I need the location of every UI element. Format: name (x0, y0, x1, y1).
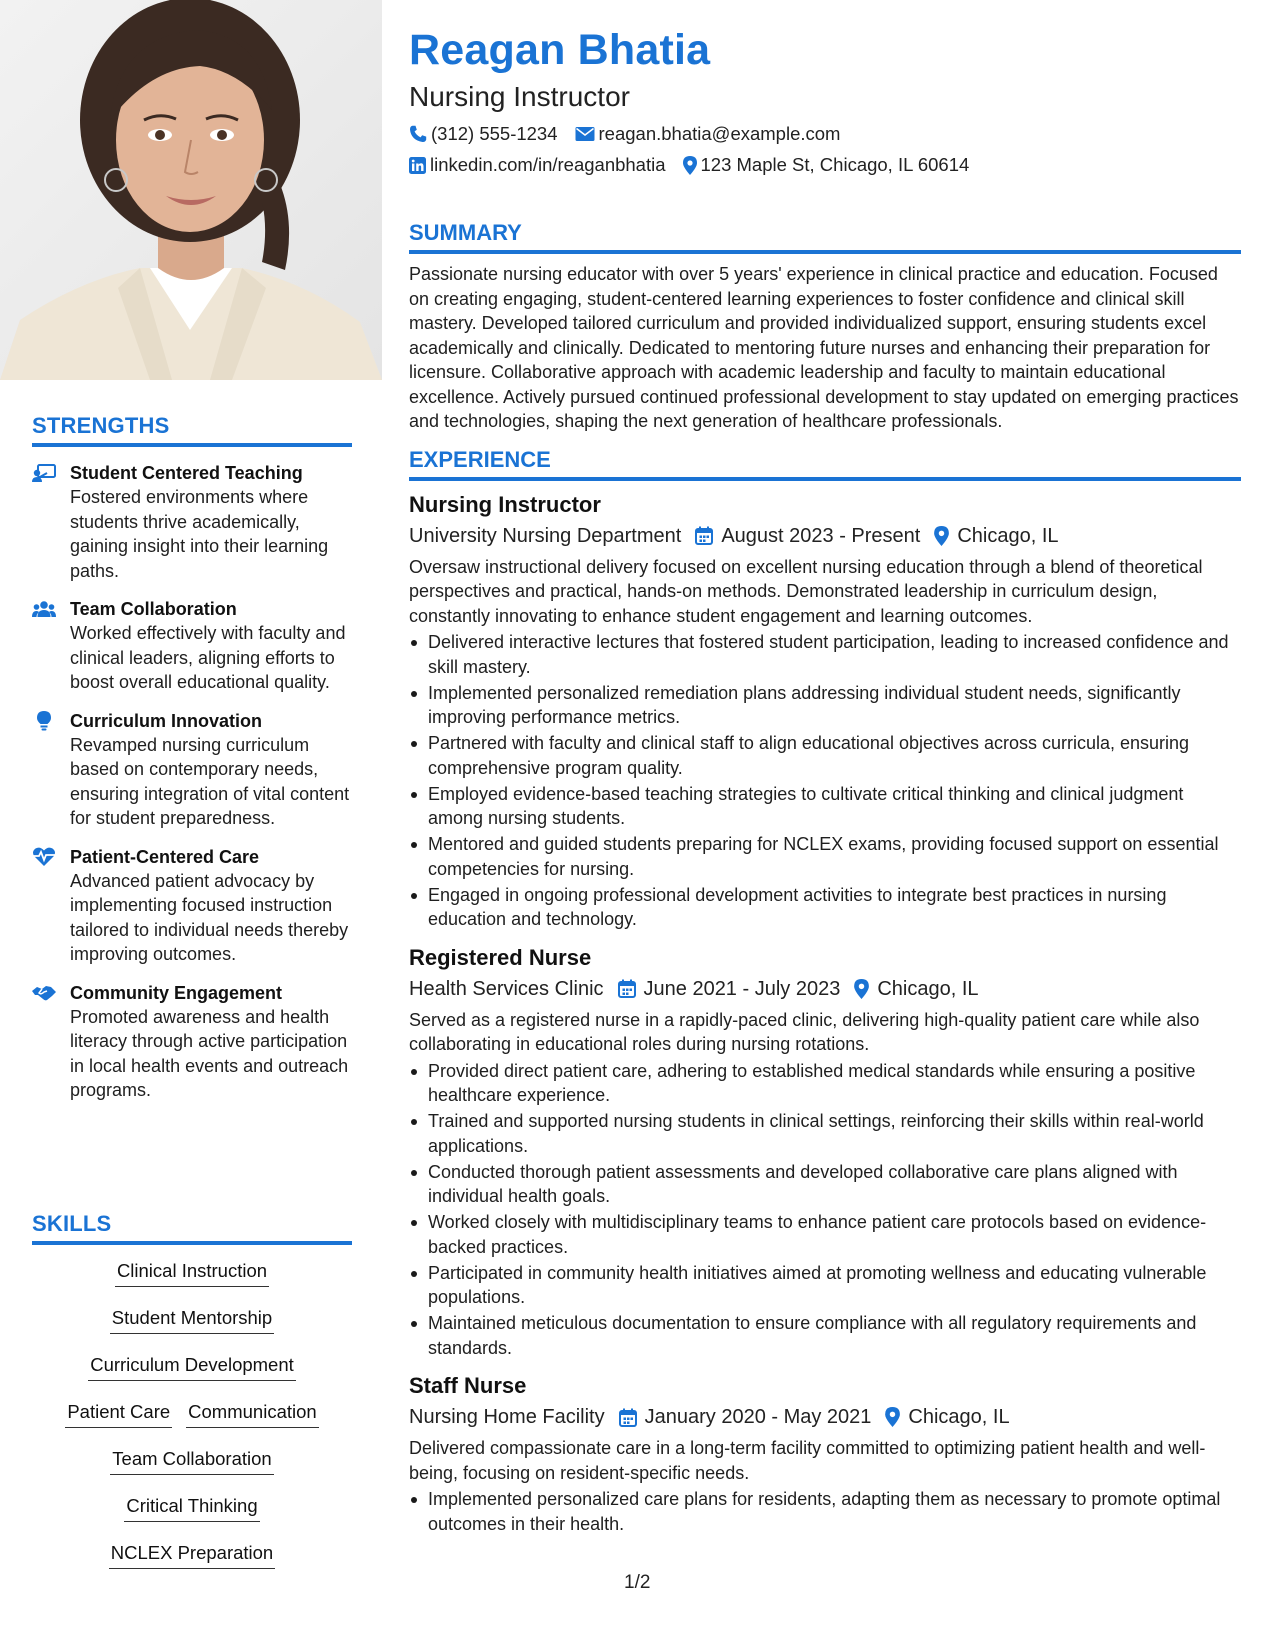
strength-desc: Promoted awareness and health literacy through active participation in local health events and outreach programs. (70, 1006, 349, 1100)
skills-section (32, 1211, 352, 1588)
strength-item (32, 981, 352, 1103)
bullet-item: Delivered interactive lectures that fostered student participation, leading to increased confidence and skill mastery. (409, 630, 1241, 679)
job-desc: Delivered compassionate care in a long-term facility committed to optimizing patient health and well-being, focusing on resident-specific needs. (409, 1438, 1206, 1483)
job-location: Chicago, IL (957, 524, 1059, 547)
job-location: Chicago, IL (877, 977, 979, 1000)
bullet-item: Trained and supported nursing students in clinical settings, reinforcing their skills within real-world applications. (409, 1109, 1241, 1158)
job-entry (409, 491, 1241, 932)
summary-section (409, 220, 1241, 434)
strength-desc: Worked effectively with faculty and clinical leaders, aligning efforts to boost overall educational quality. (70, 623, 346, 692)
address-text: 123 Maple St, Chicago, IL 60614 (700, 154, 970, 175)
skills-list (32, 1259, 352, 1569)
bullet-item: Conducted thorough patient assessments and developed collaborative care plans aligned with individual health goals. (409, 1160, 1241, 1209)
users-icon (32, 599, 56, 619)
bullet-item: Mentored and guided students preparing for NCLEX exams, providing focused support on essential competencies for nursing. (409, 832, 1241, 881)
strength-title: Community Engagement (70, 982, 283, 1003)
linkedin-icon (409, 157, 426, 174)
job-title: Registered Nurse (409, 944, 592, 970)
map-pin-icon (854, 979, 869, 999)
job-meta (409, 523, 1241, 549)
bullet-item: Worked closely with multidisciplinary teams to enhance patient care protocols based on evidence-backed practices. (409, 1210, 1241, 1259)
phone-contact[interactable] (409, 123, 558, 145)
strength-desc: Fostered environments where students thrive academically, gaining insight into their learning paths. (70, 487, 329, 581)
contact-row (409, 154, 1241, 176)
skill-tag: Clinical Instruction (115, 1259, 269, 1287)
skill-tag: Student Mentorship (110, 1306, 274, 1334)
strengths-title: STRENGTHS (32, 413, 352, 447)
page-number: 1/2 (624, 1572, 651, 1593)
phone-text: (312) 555-1234 (431, 123, 558, 144)
envelope-icon (575, 126, 595, 142)
strength-item (32, 597, 352, 695)
strength-title: Patient-Centered Care (70, 846, 260, 867)
strengths-section (32, 413, 352, 1103)
candidate-name: Reagan Bhatia (409, 26, 711, 74)
experience-title: EXPERIENCE (409, 447, 1241, 481)
map-pin-icon (885, 1407, 900, 1427)
job-title: Nursing Instructor (409, 491, 601, 517)
summary-title: SUMMARY (409, 220, 1241, 254)
job-org: Nursing Home Facility (409, 1406, 605, 1428)
skill-tag: Critical Thinking (124, 1494, 259, 1522)
skill-tag: Communication (186, 1400, 319, 1428)
job-entry (409, 944, 1241, 1361)
teacher-icon (32, 463, 56, 483)
job-location: Chicago, IL (908, 1406, 1010, 1428)
job-title: Staff Nurse (409, 1373, 527, 1398)
strength-title: Student Centered Teaching (70, 463, 303, 483)
job-bullets (409, 1487, 1241, 1536)
map-pin-icon (934, 526, 949, 546)
bullet-item: Provided direct patient care, adhering to established medical standards while ensuring a positive healthcare experience. (409, 1059, 1241, 1108)
skill-tag: Curriculum Development (88, 1353, 296, 1381)
job-meta (409, 976, 1241, 1002)
job-bullets (409, 1059, 1241, 1361)
lightbulb-icon (32, 711, 56, 731)
strength-desc: Revamped nursing curriculum based on contemporary needs, ensuring integration of vital content for student preparedness. (70, 734, 350, 828)
job-meta (409, 1404, 1241, 1430)
job-desc: Oversaw instructional delivery focused on excellent nursing education through a blend of theoretical perspectives and practical, hands-on methods. Demonstrated leadership in curriculum design, constantly innovating to enhance student engagement and learning outcomes. (409, 556, 1203, 626)
linkedin-text: linkedin.com/in/reaganbhatia (430, 154, 666, 175)
strength-title: Curriculum Innovation (70, 710, 263, 731)
candidate-role: Nursing Instructor (409, 81, 630, 112)
summary-text: Passionate nursing educator with over 5 years' experience in clinical practice and education. Focused on creating engaging, student-centered learning experiences to foster confidence and clinical skill mastery. Developed tailored curriculum and provided individualized support, ensuring students excel academically and clinically. Dedicated to mentoring future nurses and enhancing their preparation for licensure. Collaborative approach with academic leadership and faculty to maintain educational excellence. Actively pursued continued professional development to stay updated on emerging practices and technologies, shaping the next generation of healthcare professionals. (409, 264, 1239, 431)
sidebar (0, 0, 382, 1650)
calendar-icon (618, 979, 636, 998)
bullet-item: Employed evidence-based teaching strategies to cultivate critical thinking and clinical judgment among nursing students. (409, 782, 1241, 831)
calendar-icon (619, 1408, 637, 1427)
job-org: Health Services Clinic (409, 977, 604, 1000)
bullet-item: Engaged in ongoing professional development activities to integrate best practices in nursing education and technology. (409, 883, 1241, 932)
strength-desc: Advanced patient advocacy by implementing focused instruction tailored to individual needs thereby improving outcomes. (70, 870, 349, 964)
handshake-icon (32, 983, 56, 1003)
job-dates: June 2021 - July 2023 (643, 977, 841, 1000)
strength-item (32, 709, 352, 831)
calendar-icon (695, 526, 713, 545)
strength-item (32, 461, 352, 583)
bullet-item: Participated in community health initiatives aimed at promoting wellness and educating vulnerable populations. (409, 1261, 1241, 1310)
bullet-item: Implemented personalized remediation plans addressing individual student needs, significantly improving performance metrics. (409, 681, 1241, 730)
skills-title: SKILLS (32, 1211, 352, 1245)
address-contact (683, 154, 970, 176)
skill-tag: NCLEX Preparation (109, 1541, 275, 1569)
email-contact[interactable] (575, 123, 841, 145)
job-bullets (409, 630, 1241, 932)
email-text: reagan.bhatia@example.com (598, 123, 841, 144)
job-entry (409, 1372, 1241, 1536)
experience-section (409, 447, 1241, 1537)
bullet-item: Maintained meticulous documentation to ensure compliance with all regulatory requirements and standards. (409, 1311, 1241, 1360)
strength-item (32, 845, 352, 967)
job-dates: January 2020 - May 2021 (644, 1406, 872, 1428)
bullet-item: Partnered with faculty and clinical staff to align educational objectives across curricula, ensuring comprehensive program quality. (409, 731, 1241, 780)
strength-title: Team Collaboration (70, 599, 237, 619)
job-org: University Nursing Department (409, 524, 682, 547)
linkedin-contact[interactable] (409, 154, 666, 176)
bullet-item: Implemented personalized care plans for residents, adapting them as necessary to promote optimal outcomes in their health. (409, 1487, 1241, 1536)
job-dates: August 2023 - Present (721, 524, 921, 547)
job-desc: Served as a registered nurse in a rapidly-paced clinic, delivering high-quality patient care while also collaborating in educational roles during nursing rotations. (409, 1009, 1200, 1054)
main-content (409, 22, 1241, 1538)
phone-icon (409, 125, 427, 143)
skill-tag: Team Collaboration (110, 1447, 273, 1475)
heart-pulse-icon (32, 847, 56, 867)
profile-photo (0, 0, 382, 380)
contact-row (409, 123, 1241, 145)
map-pin-icon (683, 156, 697, 175)
skill-tag: Patient Care (65, 1400, 172, 1428)
